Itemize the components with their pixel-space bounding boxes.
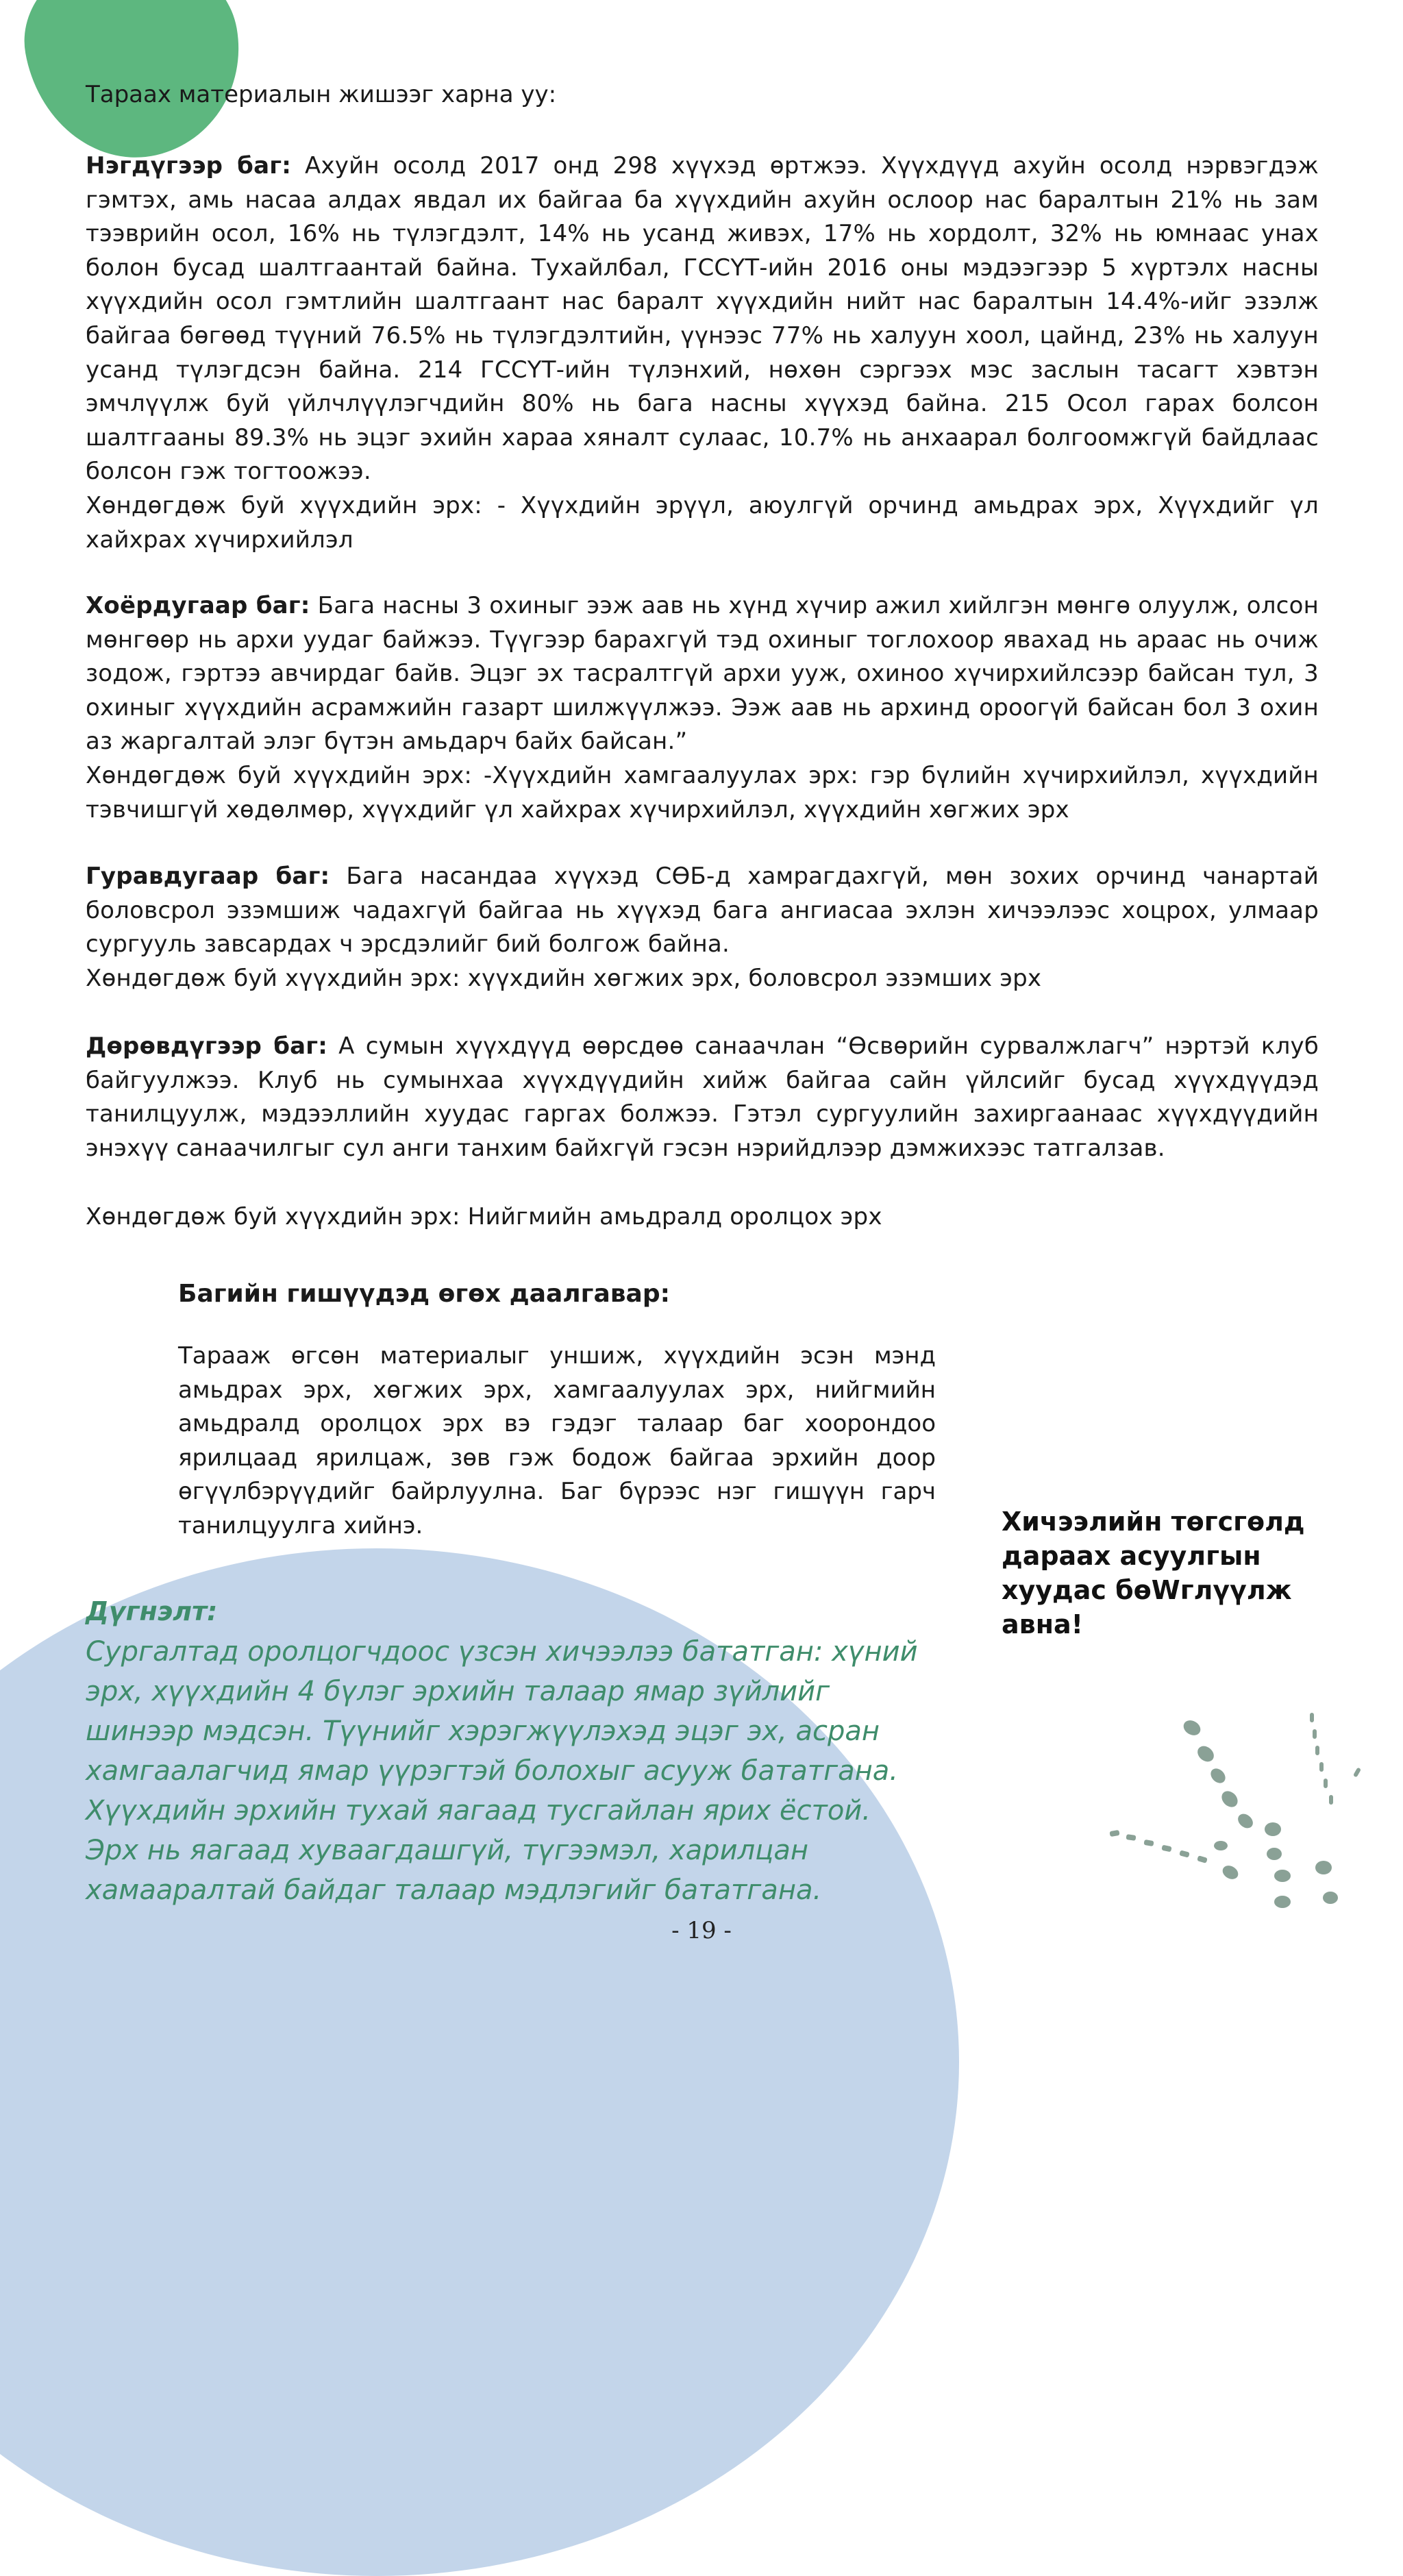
team-1-rights: Хөндөгдөж буй хүүхдийн эрх: - Хүүхдийн эрүүл, аюулгүй орчинд амьдрах эрх, Хүүхдийг үл хайхрах хүчирхийлэл [86, 491, 1319, 554]
task-section [178, 1280, 936, 1544]
summary-title: Дүгнэлт: [86, 1596, 218, 1626]
summary-section [86, 1596, 928, 1910]
team-2-rights: Хөндөгдөж буй хүүхдийн эрх: -Хүүхдийн хамгаалуулах эрх: гэр бүлийн хүчирхийлэл, хүүхдийн тэвчишгүй хөдөлмөр, хүүхдийг үл хайхрах хүчирхийлэл, хүүхдийн хөгжих эрх [86, 761, 1319, 823]
team-3-title: Гуравдугаар баг: [86, 863, 330, 890]
dots-decoration [1096, 1699, 1384, 1918]
team-4-rights: Хөндөгдөж буй хүүхдийн эрх: Нийгмийн амьдралд оролцох эрх [86, 1203, 882, 1230]
task-title: Багийн гишүүдэд өгөх даалгавар: [178, 1280, 671, 1308]
intro-line: Тараах материалын жишээг харна уу: [86, 81, 557, 108]
summary-text: Сургалтад оролцогчдоос үзсэн хичээлээ бататган: хүний эрх, хүүхдийн 4 бүлэг эрхийн талаар ямар зүйлийг шинээр мэдсэн. Түүнийг хэрэгжүүлэхэд эцэг эх, асран хамгаалагчид ямар үүрэгтэй болохыг асууж бататгана. Хүүхдийн эрхийн тухай яагаад тусгайлан ярих ёстой. Эрх нь яагаад хуваагдашгүй, түгээмэл, харилцан хамааралтай байдаг талаар мэдлэгийг бататгана. [86, 1636, 918, 1906]
team-4-text: А сумын хүүхдүүд өөрсдөө санаачлан “Өсвөрийн сурвалжлагч” нэртэй клуб байгуулжээ. Клуб нь сумынхаа хүүхдүүдийн хийж байгаа сайн үйлсийг бусад хүүхдүүдэд танилцуулж, мэдээллийн хуудас гаргах болжээ. Гэтэл сургуулийн захиргаанаас хүүхдүүдийн энэхүү санаачилгыг сул анги танхим байхгүй гэсэн нэрийдлээр дэмжихээс татгалзав. [86, 1032, 1319, 1162]
team-1-title: Нэгдүгээр баг: [86, 152, 292, 179]
survey-note: Хичээлийн төгсгөлд дараах асуулгын хуудас бөWглүүлж авна! [1002, 1507, 1305, 1639]
team-1-text: Ахуйн осолд 2017 онд 298 хүүхэд өртжээ. Хүүхдүүд ахуйн осолд нэрвэгдэж гэмтэх, амь насаа алдах явдал их байгаа ба хүүхдийн ахуйн ослоор нас баралтын 21% нь зам тээврийн осол, 16% нь түлэгдэлт, 14% нь усанд живэх, 17% нь хордолт, 32% нь юмнаас унах болон бусад шалтгаантай байна. Тухайлбал, ГССҮТ-ийн 2016 оны мэдээгээр 5 хүртэлх насны хүүхдийн осол гэмтлийн шалтгаант нас баралт хүүхдийн нийт нас баралтын 14.4%-ийг эзэлж байгаа бөгөөд түүний 76.5% нь түлэгдэлтийн, үүнээс 77% нь халуун хоол, цайнд, 23% нь халуун усанд түлэгдсэн байна. 214 ГССҮТ-ийн түлэнхий, нөхөн сэргээх мэс заслын тасагт хэвтэн эмчлүүлж буй үйлчлүүлэгчдийн 80% нь бага насны хүүхэд байна. 215 Осол гарах болсон шалтгааны 89.3% нь эцэг эхийн хараа хяналт сулаас, 10.7% нь анхаарал болгоомжгүй байдлаас болсон гэж тогтоожээ. [86, 152, 1319, 486]
team-2-title: Хоёрдугаар баг: [86, 592, 310, 619]
page-number: - 19 - [671, 1917, 732, 1944]
team-2-text: Бага насны 3 охиныг ээж аав нь хүнд хүчир ажил хийлгэн мөнгө олуулж, олсон мөнгөөр нь архи уудаг байжээ. Түүгээр барахгүй тэд охиныг тоглохоор явахад нь араас нь очиж зодож, гэртээ авчирдаг байв. Эцэг эх тасралтгүй архи ууж, охиноо хүчирхийлсээр байсан тул, 3 охиныг хүүхдийн асрамжийн газарт шилжүүлжээ. Ээж аав нь архинд ороогүй байсан бол 3 охин аз жаргалтай элэг бүтэн амьдарч байх байсан.” [86, 592, 1319, 756]
team-3-text: Бага насандаа хүүхэд СӨБ-д хамрагдахгүй, мөн зохих орчинд чанартай боловсрол эзэмшиж чадахгүй байгаа нь хүүхэд бага ангиасаа эхлэн хичээлээс хоцрох, улмаар сургууль завсардах ч эрсдэлийг бий болгож байна. [86, 863, 1319, 958]
team-3-rights: Хөндөгдөж буй хүүхдийн эрх: хүүхдийн хөгжих эрх, боловсрол эзэмших эрх [86, 964, 1042, 992]
task-text: Тарааж өгсөн материалыг уншиж, хүүхдийн эсэн мэнд амьдрах эрх, хөгжих эрх, хамгаалуулах эрх, нийгмийн амьдралд оролцох эрх вэ гэдэг талаар баг хоорондоо ярилцаад ярилцаж, зөв гэж бодож байгаа эрхийн доор өгүүлбэрүүдийг байрлуулна. Баг бүрээс нэг гишүүн гарч танилцуулга хийнэ. [178, 1342, 936, 1539]
team-3-section [86, 860, 1319, 995]
team-4-section [86, 1030, 1319, 1165]
team-2-section [86, 589, 1319, 827]
team-4-title: Дөрөвдүгээр баг: [86, 1032, 328, 1060]
team-1-section [86, 149, 1319, 557]
